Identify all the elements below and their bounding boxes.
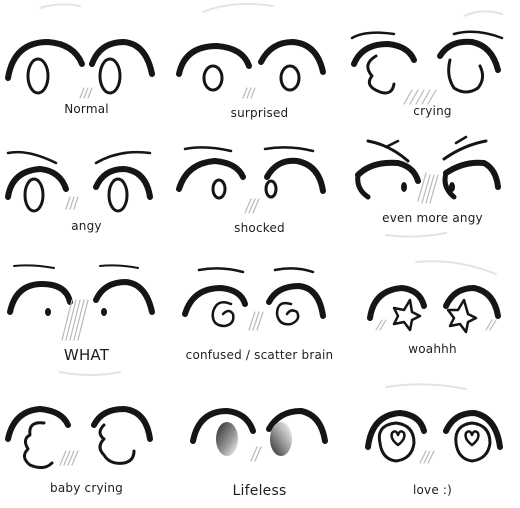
expression-normal [0,0,173,127]
even-more-angy-eyes-drawing [346,127,519,254]
expression-label: love :) [412,483,453,497]
shading-hatch [251,447,261,461]
shading-hatch [249,312,263,330]
expression-crying [346,0,519,127]
shading-hatch [245,199,259,213]
expression-label: crying [413,104,452,118]
shading-hatch [80,88,92,98]
expression-label: angy [71,219,102,233]
expression-lifeless [173,381,346,508]
expression-baby-crying [0,381,173,508]
angy-eyes-drawing [0,127,173,254]
expression-confused [173,254,346,381]
shading-hatch [243,88,255,98]
expression-label: surprised [230,106,289,120]
expression-label: baby crying [50,481,123,495]
shading-hatch [420,451,434,463]
expression-what [0,254,173,381]
expression-label: confused / scatter brain [185,348,334,362]
expression-love [346,381,519,508]
shading-hatch [418,173,438,203]
expression-surprised [173,0,346,127]
expression-even-more-angy [346,127,519,254]
expression-label: Normal [64,102,109,116]
dull-iris [216,422,238,456]
expression-label: even more angy [382,211,483,225]
shading-hatch [62,300,88,340]
dull-iris [270,422,292,456]
expression-shocked [173,127,346,254]
expression-woahhh [346,254,519,381]
expression-label: woahhh [408,342,457,356]
expression-angy [0,127,173,254]
expression-label: shocked [234,221,285,235]
shading-hatch [60,451,78,465]
shading-hatch [66,197,78,209]
expression-label: Lifeless [232,483,287,499]
woahhh-eyes-drawing [346,254,519,381]
shading-hatch [404,90,436,104]
expression-label: WHAT [63,346,110,364]
